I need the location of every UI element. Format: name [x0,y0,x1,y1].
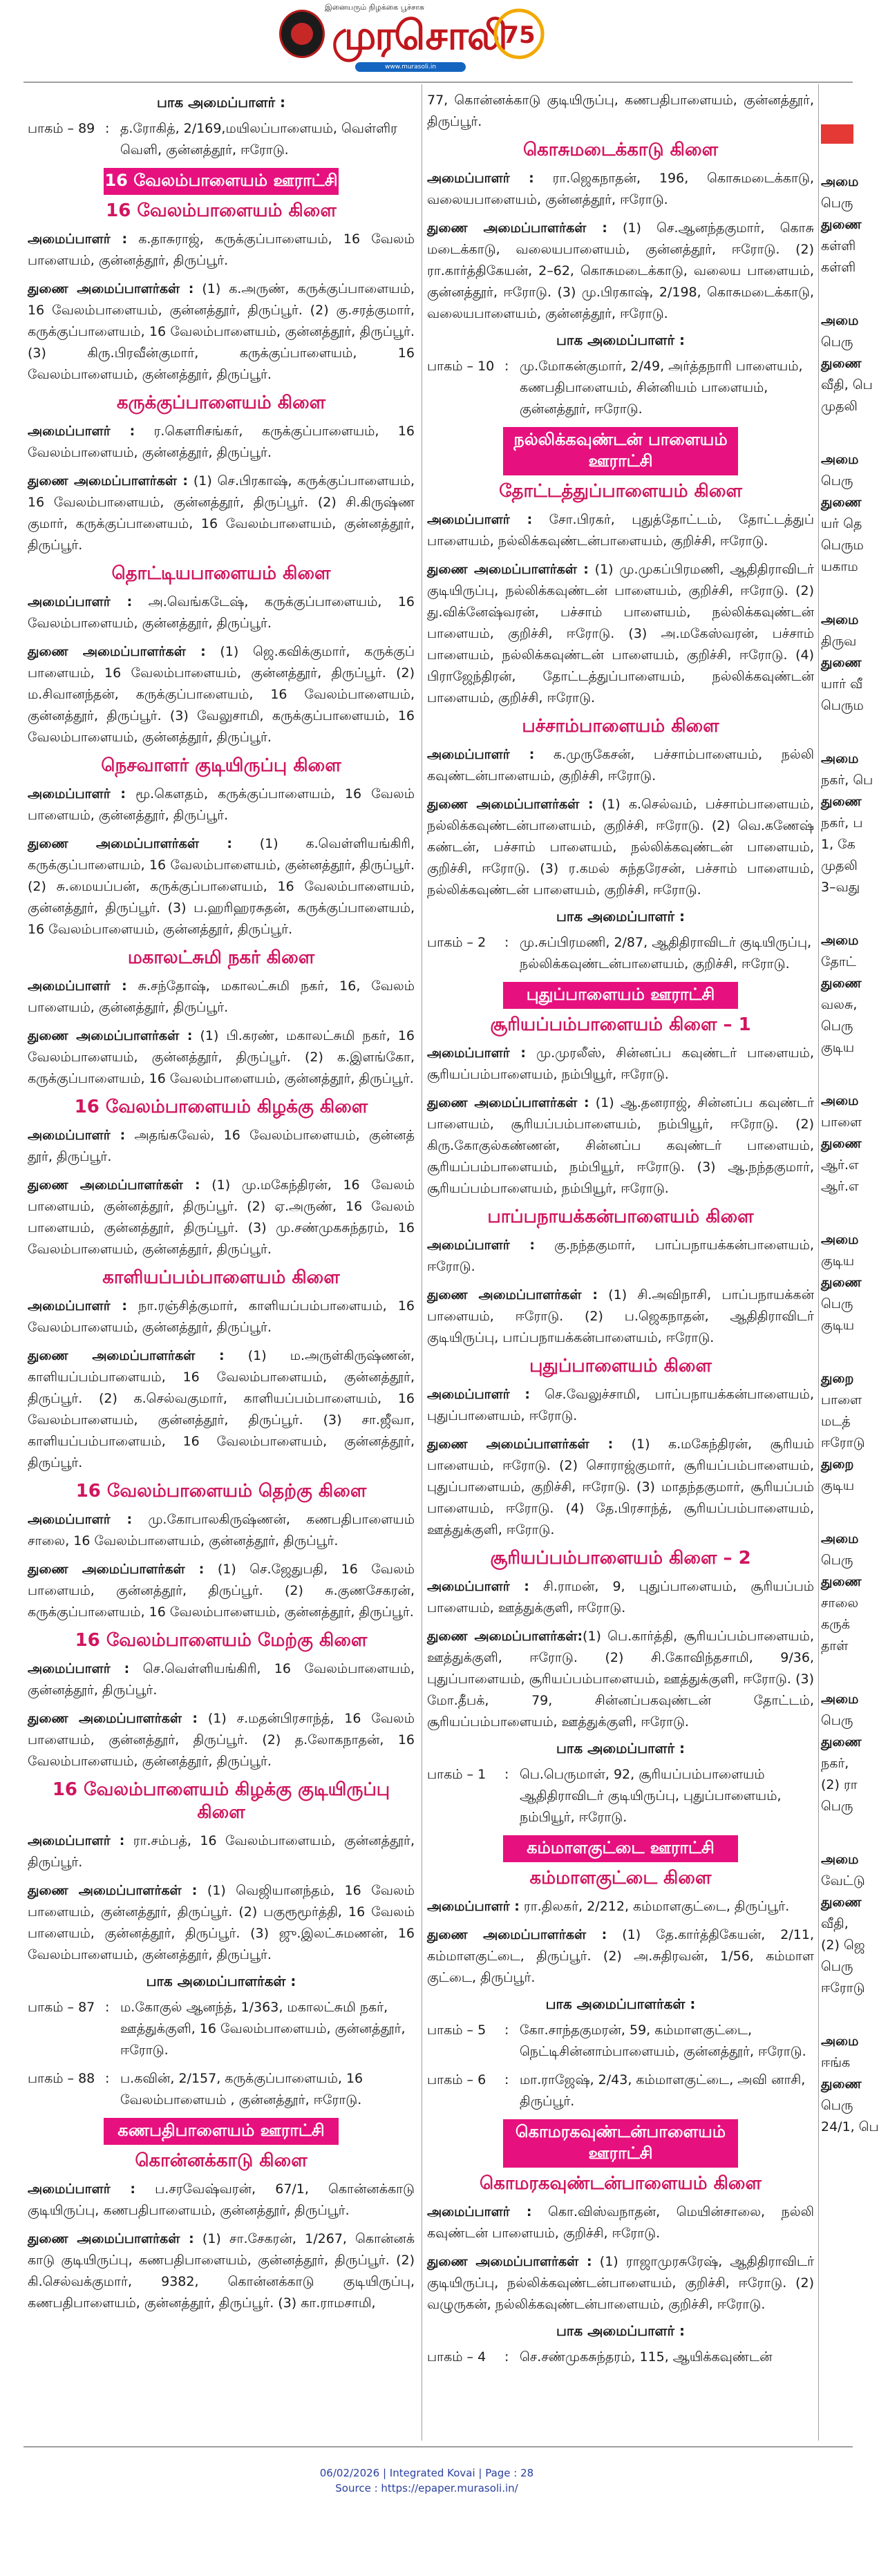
role-label: அமைப்பாளர் : [427,2204,532,2219]
column-3-clipped [821,90,879,2138]
booth-colon: : [504,359,509,374]
clipped-text-line: நகர், பெ [821,773,873,788]
role-label: துணை அமைப்பாளர்கள்: [427,1629,583,1644]
entry-gap [821,1999,853,2031]
role-label: துணை அமைப்பாளர்கள் : [28,281,194,296]
branch-heading: 16 வேலம்பாளையம் கிழக்கு கிளை [74,1097,368,1117]
member-details: (1) க.அருண், கருக்குப்பாளையம், 16 வேலம்பாளையம், குன்னத்தூர், திருப்பூர். (2) கு.சரத்குமார், கருக்குப்பாளையம், 16 வேலம்பாளையம், குன்னத்தூர், திருப்பூர். (3) கிரு.பிரவீன்குமார், கருக்குப்பாளையம், 16 வேலம்பாளையம், குன்னத்தூர், திருப்பூர். [28,281,415,382]
clipped-text-line: தாள் [821,1638,849,1654]
ward-heading: கம்மாளகுட்டை ஊராட்சி [503,1835,738,1862]
branch-heading: தோட்டத்துப்பாளையம் கிளை [499,481,742,502]
member-entry [28,2228,415,2314]
member-entry [427,1434,814,1541]
clipped-text-line: (2) ரா [821,1777,858,1792]
clipped-text-line: பாளை [821,1392,862,1408]
role-label: துணை அமைப்பாளர்கள் : [28,1028,193,1043]
role-label: துணை அமைப்பாளர்கள் : [427,1437,614,1452]
member-entry [28,1345,415,1474]
clipped-text-line: பெரு [821,1019,853,1034]
role-label: துணை அமைப்பாளர்கள் : [28,836,232,851]
clipped-text-line: அமை [821,174,859,189]
branch-heading: மகாலட்சுமி நகர் கிளை [127,947,315,968]
member-details: (1) பி.கரண், மகாலட்சுமி நகர், 16 வேலம்பாளையம், குன்னத்தூர், திருப்பூர். (2) க.இளங்கோ, கருக்குப்பாளையம், 16 வேலம்பாளையம், குன்னத்தூர், திருப்பூர். [28,1028,415,1086]
clipped-text-line: முதலி [821,399,858,414]
member-entry [28,1830,415,1873]
clipped-text-line: துணை [821,1275,862,1290]
booth-details: ப.கவின், 2/157, கருக்குப்பாளையம், 16 வேலம்பாளையம் , குன்னத்தூர், ஈரோடு. [120,2071,363,2108]
booth-entry [427,1764,814,1828]
member-details: சோ.பிரகர், புதுத்தோட்டம், தோட்டத்துப் பாளையம், நல்லிக்கவுண்டன்பாளையம், குறிச்சி, ஈரோடு. [427,512,814,549]
member-details: (1) ச.மதன்பிரசாந்த், 16 வேலம் பாளையம், குன்னத்தூர், திருப்பூர். (2) த.லோகநாதன், 16 வேலம்பாளையம், குன்னத்தூர், திருப்பூர். [28,1711,415,1769]
branch-heading: கருக்குப்பாளையம் கிளை [116,392,326,413]
role-label: துணை அமைப்பாளர்கள் : [28,1711,198,1726]
booth-entry [427,932,814,975]
role-label: அமைப்பாளர் : [427,1579,529,1594]
member-details: மு.முரலீஸ், சின்னப்ப கவுண்டர் பாளையம், சூரியப்பம்பாளையம், நம்பியூர், ஈரோடு. [427,1045,815,1082]
role-label: துணை அமைப்பாளர்கள் : [28,1562,205,1577]
ward-heading: 16 வேலம்பாளையம் ஊராட்சி [104,168,339,195]
clipped-text-line: அமை [821,1692,859,1707]
member-details: சு.சந்தோஷ், மகாலட்சுமி நகர், 16, வேலம் பாளையம், குன்னத்தூர், திருப்பூர். [28,978,415,1015]
newspaper-logo: முரசொலி [332,12,507,59]
role-label: துணை அமைப்பாளர்கள் : [28,1883,198,1898]
footer-page-info: 06/02/2026 | Integrated Kovai | Page : 28 [319,2467,534,2479]
clipped-text-line: 1, கே [821,837,856,852]
booth-details: கோ.சாந்தகுமரன், 59, கம்மாளகுட்டை, நெட்டிசின்னாம்பாளையம், குன்னத்தூர், ஈரோடு. [520,2023,806,2059]
member-entry [28,471,415,556]
clipped-text-line: துணை [821,1895,862,1910]
clipped-text-line: கள்ளி [821,238,856,254]
member-entry [28,1880,415,1966]
role-label: அமைப்பாளர் : [28,231,128,247]
member-details: கொ.விஸ்வநாதன், மெயின்சாலை, நல்லி கவுண்டன் பாளையம், குறிச்சி, ஈரோடு. [427,2204,814,2241]
member-entry [427,218,814,325]
clipped-text-line: கருக் [821,1617,850,1632]
entry-gap [821,1059,853,1090]
clipped-text-line: பெரு [821,1713,853,1728]
member-details: ரா.சம்பத், 16 வேலம்பாளையம், குன்னத்தூர், திருப்பூர். [28,1833,415,1870]
clipped-text-line: துணை [821,1136,862,1151]
ward-heading: கணபதிபாளையம் ஊராட்சி [104,2118,339,2145]
booth-colon: : [105,121,110,136]
clipped-text-line: பெரு [821,2098,853,2113]
branch-heading: கம்மாளகுட்டை கிளை [529,1868,712,1888]
branch-heading: புதுப்பாளையம் கிளை [529,1356,712,1376]
clipped-text-line: பெரும [821,698,864,713]
member-entry [427,509,814,552]
clipped-text-line: அமை [821,1232,859,1247]
clipped-text-line: பெரு [821,334,853,350]
booth-details: பெ.பெருமாள், 92, சூரியப்பம்பாளையம் ஆதிதிராவிடர் குடியிருப்பு, புதுப்பாளையம், நம்பியூர், ஈரோடு. [520,1767,782,1825]
booth-colon: : [504,2072,509,2087]
ward-heading: நல்லிக்கவுண்டன் பாளையம் ஊராட்சி [503,427,738,475]
booth-details: த.ரோகித், 2/169,மயிலப்பாளையம், வெள்ளிர வெளி, குன்னத்தூர், ஈரோடு. [120,121,397,158]
clipped-text-line: (2) ஜெ [821,1938,865,1953]
member-details: (1) ஜெ.கவிக்குமார், கருக்குப் பாளையம், 16 வேலம்பாளையம், குன்னத்தூர், திருப்பூர். (2) ம.சிவானந்தன், கருக்குப்பாளையம், 16 வேலம்பாளையம், குன்னத்தூர், திருப்பூர். (3) வேலுசாமி, கருக்குப்பாளையம், 16 வேலம்பாளையம், குன்னத்தூர், திருப்பூர். [28,644,415,745]
booth-colon: : [105,2071,110,2086]
member-details: (1) சி.அவிநாசி, பாப்பநாயக்கன் பாளையம், ஈரோடு. (2) ப.ஜெகநாதன், ஆதிதிராவிடர் குடியிருப்பு, பாப்பநாயக்கன்பாளையம், ஈரோடு. [427,1287,814,1345]
clipped-text-line: பெரு [821,473,853,489]
member-entry [28,1175,415,1260]
role-label: அமைப்பாளர் : [427,512,533,527]
member-entry [28,1025,415,1090]
booth-number: பாகம் – 10 [427,359,495,374]
clipped-text-line: வலசு, [821,997,858,1012]
role-label: அமைப்பாளர் : [28,424,135,439]
branch-heading: காளியப்பம்பாளையம் கிளை [102,1267,340,1288]
booth-number: பாகம் – 4 [427,2349,486,2365]
booth-details: மு.மோகன்குமார், 2/49, அர்த்தநாரி பாளையம், கணபதிபாளையம், சின்னியம் பாளையம், குன்னத்தூர், ஈரோடு. [520,359,803,417]
subsection-heading: பாக அமைப்பாளர் : [556,1740,685,1756]
role-label: துணை அமைப்பாளர்கள் : [427,1287,598,1303]
member-details: அதங்கவேல், 16 வேலம்பாளையம், குன்னத் தூர், திருப்பூர். [28,1128,415,1164]
column-2 [427,90,814,2375]
member-details: ரா.ஜெகநாதன், 196, கொசுமடைக்காடு, வலையபாளையம், குன்னத்தூர், ஈரோடு. [427,171,814,207]
member-details: (1) மு.முகப்பிரமணி, ஆதிதிராவிடர் குடியிருப்பு, நல்லிக்கவுண்டன் பாளையம், குறிச்சி, ஈரோடு. (2) து.விக்னேஷ்வரன், பச்சாம் பாளையம், நல்லிக்கவுண்டன் பாளையம், குறிச்சி, ஈரோடு. (3) அ.மகேஸ்வரன், பச்சாம் பாளையம், நல்லிக்கவுண்டன் பாளையம், குறிச்சி, ஈரோடு. (4) பிராஜேந்திரன், தோட்டத்துப்பாளையம், நல்லிக்கவுண்டன் பாளையம், குறிச்சி, ஈரோடு. [427,562,814,705]
party-emblem-icon [279,10,325,58]
member-details: ப.சரவேஷ்வரன், 67/1, கொன்னக்காடு குடியிருப்பு, கணபதிபாளையம், குன்னத்தூர், திருப்பூர். [28,2181,415,2218]
member-details: மு.கோபாலகிருஷ்ணன், கணபதிபாளையம் சாலை, 16 வேலம்பாளையம், குன்னத்தூர், திருப்பூர். [28,1512,415,1549]
clipped-text-line: அமை [821,1531,859,1546]
member-details: க.முருகேசன், பச்சாம்பாளையம், நல்லி கவுண்டன்பாளையம், குறிச்சி, ஈரோடு. [427,747,815,784]
booth-number: பாகம் – 2 [427,935,486,950]
role-label: துணை அமைப்பாளர்கள் : [427,2254,592,2269]
subsection-heading: பாக அமைப்பாளர்கள் : [545,1996,696,2012]
role-label: துணை அமைப்பாளர்கள் : [427,1927,607,1942]
clipped-text-line: துணை [821,1734,862,1750]
clipped-text-line: துறை [821,1371,854,1386]
branch-heading: 16 வேலம்பாளையம் தெற்கு கிளை [75,1481,367,1502]
subsection-heading: பாக அமைப்பாளர் : [556,908,685,925]
role-label: அமைப்பாளர் : [28,594,133,609]
booth-entry [427,2020,814,2063]
branch-heading: கொன்னக்காடு கிளை [135,2150,308,2171]
member-details: செ.வெள்ளியங்கிரி, 16 வேலம்பாளையம், குன்னத்தூர், திருப்பூர். [28,1661,415,1698]
member-entry [427,1896,814,1917]
role-label: அமைப்பாளர் : [28,1833,125,1848]
entry-gap [821,578,853,609]
clipped-text-line: துணை [821,1574,862,1589]
clipped-text-line: யார் வீ [821,676,863,692]
clipped-text-line: பெரு [821,1959,853,1974]
logo-url-pill: www.murasoli.in [355,62,466,72]
member-entry [28,2179,415,2222]
clipped-text-line: குடிய [821,1318,855,1333]
role-label: அமைப்பாளர் : [28,1128,126,1143]
member-entry [427,559,814,709]
member-details: (1) க.வெள்ளியங்கிரி, கருக்குப்பாளையம், 16 வேலம்பாளையம், குன்னத்தூர், திருப்பூர். (2) சு.மையப்பன், கருக்குப்பாளையம், 16 வேலம்பாளையம், குன்னத்தூர், திருப்பூர். (3) ப.ஹரிஹரசுதன், கருக்குப்பாளையம், 16 வேலம்பாளையம், குன்னத்தூர், திருப்பூர். [28,836,415,937]
member-entry [28,1658,415,1701]
member-details: (1) தே.கார்த்திகேயன், 2/11, கம்மாளகுட்டை, திருப்பூர். (2) அ.சுதிரவன், 1/56, கம்மாள குட்டை, திருப்பூர். [427,1927,814,1985]
member-entry [28,1509,415,1552]
clipped-text-line: திருவ [821,634,857,649]
member-entry [427,2251,814,2315]
clipped-text-line: யகாம [821,559,858,574]
role-label: துணை அமைப்பாளர்கள் : [427,797,594,812]
booth-details: செ.சண்முகசுந்தரம், 115, ஆயிக்கவுண்டன் [520,2349,773,2365]
clipped-text-line: ஈரோடு [821,1980,865,1996]
clipped-text-line: அமை [821,933,859,948]
ward-heading: புதுப்பாளையம் ஊராட்சி [503,982,738,1009]
member-details: (1) க.மகேந்திரன், சூரியம் பாளையம், ஈரோடு. (2) சொராஜ்குமார், சூரியப்பம்பாளையம், புதுப்பாளையம், குறிச்சி, ஈரோடு. (3) மாதந்தகுமார், சூரியப்பம் பாளையம், ஈரோடு. (4) தே.பிரசாந்த், சூரியப்பம்பாளையம், ஊத்துக்குளி, ஈரோடு. [427,1437,814,1537]
booth-details: மா.ராஜேஷ், 2/43, கம்மாளகுட்டை, அவி னாசி, திருப்பூர். [520,2072,806,2109]
member-entry [28,278,415,386]
member-details: (1) ஆ.தனராஜ், சின்னப்ப கவுண்டர் பாளையம், சூரியப்பம்பாளையம், நம்பியூர், ஈரோடு. (2) கிரு.கோகுல்கண்ணன், சின்னப்ப கவுண்டர் பாளையம், சூரியப்பம்பாளையம், நம்பியூர், ஈரோடு. (3) ஆ.நந்தகுமார், சூரியப்பம்பாளையம், நம்பியூர், ஈரோடு. [427,1095,815,1196]
clipped-text-line: அமை [821,751,859,766]
anniversary-number: 75 [502,21,536,49]
member-entry [28,641,415,748]
booth-number: பாகம் – 89 [28,121,95,136]
booth-entry [427,356,814,420]
clipped-text-line: ஆர்.எ [821,1157,859,1173]
clipped-text-line: பெரும [821,538,864,553]
clipped-text-line: நகர், ப [821,815,863,831]
member-details: ரா.திலகர், 2/212, கம்மாளகுட்டை, திருப்பூர். [519,1899,790,1914]
clipped-text-line: சாலை [821,1595,859,1611]
footer-source: Source : https://epaper.murasoli.in/ [335,2482,518,2494]
booth-entry [427,2070,814,2112]
member-entry [427,1626,814,1733]
clipped-text-line: துணை [821,2076,862,2092]
member-details: (1) வெஜியானந்தம், 16 வேலம் பாளையம், குன்னத்தூர், திருப்பூர். (2) பகுரூமூர்த்தி, 16 வேலம் பாளையம், குன்னத்தூர், திருப்பூர். (3) ஜு.இலட்சுமணன், 16 வேலம்பாளையம், குன்னத்தூர், திருப்பூர். [28,1883,415,1962]
clipped-text-line: அமை [821,2034,859,2049]
role-label: அமைப்பாளர் : [28,978,127,994]
role-label: அமைப்பாளர் : [427,171,534,186]
clipped-text-line: கள்ளி [821,260,856,275]
member-entry [427,1924,814,1989]
clipped-text-line: தோட் [821,954,856,969]
clipped-text-line: பெரு [821,1296,853,1311]
member-entry [28,784,415,826]
clipped-text-line: துணை [821,356,862,371]
role-label: அமைப்பாளர் : [427,1899,520,1914]
member-details: (1) சா.சேகரன், 1/267, கொன்னக் காடு குடியிருப்பு, கணபதிபாளையம், குன்னத்தூர், திருப்பூர். (2) கி.செல்வக்குமார், 9382, கொன்னக்காடு குடியிருப்பு, கணபதிபாளையம், குன்னத்தூர், திருப்பூர். (3) கா.ராமசாமி, [28,2231,415,2311]
booth-entry [28,2068,415,2111]
member-details: (1) ராஜாமுரசுரேஷ், ஆதிதிராவிடர் குடியிருப்பு, நல்லிக்கவுண்டன்பாளையம், குறிச்சி, ஈரோடு. (2) வழுருகன், நல்லிக்கவுண்டன்பாளையம், குறிச்சி, ஈரோடு. [427,2254,814,2312]
role-label: துணை அமைப்பாளர்கள் : [28,1177,200,1193]
branch-heading: 16 வேலம்பாளையம் கிழக்கு குடியிருப்பு கிளை [52,1779,390,1823]
member-entry [28,1559,415,1623]
member-entry [427,794,814,901]
member-details: 77, கொன்னக்காடு குடியிருப்பு, கணபதிபாளையம், குன்னத்தூர், திருப்பூர். [427,93,814,129]
clipped-text-line: வீதி, [821,1916,849,1931]
member-entry [28,421,415,464]
member-entry [427,1235,814,1278]
clipped-text-line: பாளை [821,1115,862,1130]
member-details: அ.வெங்கடேஷ், கருக்குப்பாளையம், 16 வேலம்பாளையம், குன்னத்தூர், திருப்பூர். [28,594,415,631]
clipped-text-line: யர் தெ [821,516,862,531]
member-details: (1) க.செல்வம், பச்சாம்பாளையம், நல்லிக்கவுண்டன்பாளையம், குறிச்சி, ஈரோடு. (2) வெ.கணேஷ் கண்டன், பச்சாம் பாளையம், நல்லிக்கவுண்டன் பாளையம், குறிச்சி, ஈரோடு. (3) ர.கமல் சுந்தரேசன், பச்சாம் பாளையம், நல்லிக்கவுண்டன் பாளையம், குறிச்சி, ஈரோடு. [427,797,814,898]
booth-colon: : [504,2349,509,2365]
member-entry [427,1384,814,1427]
subsection-heading: பாக அமைப்பாளர் : [156,94,285,111]
masthead-tagline: இனையரும் நிழக்கை பூச்சாசு [325,3,425,12]
clipped-text-line: 24/1, பெ [821,2119,879,2134]
role-label: அமைப்பாளர் : [427,747,535,762]
booth-colon: : [105,2000,110,2015]
clipped-text-line: அமை [821,313,859,328]
member-entry [427,168,814,211]
role-label: துணை அமைப்பாளர்கள் : [427,220,607,236]
member-entry [427,1043,814,1086]
anniversary-75-icon [492,7,546,61]
branch-heading: தொட்டியபாளையம் கிளை [111,563,331,584]
booth-number: பாகம் – 1 [427,1767,486,1782]
role-label: துணை அமைப்பாளர்கள் : [427,1095,589,1110]
member-entry [427,90,814,133]
entry-gap [821,717,853,748]
booth-details: ம.கோகுல் ஆனந்த், 1/363, மகாலட்சுமி நகர், ஊத்துக்குளி, 16 வேலம்பாளையம், குன்னத்தூர், ஈரோடு. [120,2000,406,2058]
member-details: ர.கௌரிசங்கர், கருக்குப்பாளையம், 16 வேலம்பாளையம், குன்னத்தூர், திருப்பூர். [28,424,415,460]
clipped-text-line: ஆர்.எ [821,1179,859,1194]
booth-colon: : [504,1767,509,1782]
entry-gap [821,417,853,449]
member-entry [427,1576,814,1619]
role-label: துணை அமைப்பாளர்கள் : [427,562,589,577]
role-label: அமைப்பாளர் : [28,1661,130,1676]
member-entry [28,976,415,1019]
clipped-text-line: துணை [821,976,862,991]
clipped-text-line: நகர், [821,1756,849,1771]
subsection-heading: பாக அமைப்பாளர்கள் : [146,1973,296,1989]
role-label: அமைப்பாளர் : [28,1512,133,1527]
entry-gap [821,1817,853,1849]
clipped-text-line: குடிய [821,1040,855,1055]
member-details: மூ.கௌதம், கருக்குப்பாளையம், 16 வேலம் பாளையம், குன்னத்தூர், திருப்பூர். [28,786,415,823]
masthead [0,0,853,82]
member-details: (1) செ.ஜேதுபதி, 16 வேலம் பாளையம், குன்னத்தூர், திருப்பூர். (2) சு.குணசேகரன், கருக்குப்பாளையம், 16 வேலம்பாளையம், குன்னத்தூர், திருப்பூர். [28,1562,415,1620]
column-divider [818,84,819,2441]
clipped-text-line: துணை [821,655,862,670]
clipped-text-line: அமை [821,1093,859,1108]
member-details: செ.வேலுச்சாமி, பாப்பநாயக்கன்பாளையம், புதுப்பாளையம், ஈரோடு. [427,1387,815,1423]
role-label: அமைப்பாளர் : [427,1387,531,1402]
member-details: (1) செ.ஆனந்தகுமார், கொசு மடைக்காடு, வலையபாளையம், குன்னத்தூர், ஈரோடு. (2) ரா.கார்த்திகேயன், 2–62, கொசுமடைக்காடு, வலைய பாளையம், குன்னத்தூர், ஈரோடு. (3) மு.பிரகாஷ், 2/198, கொசுமடைக்காடு, வலையபாளையம், குன்னத்தூர், ஈரோடு. [427,220,815,321]
member-entry [28,833,415,940]
role-label: துணை அமைப்பாளர்கள் : [28,1348,225,1363]
branch-heading: நெசவாளர் குடியிருப்பு கிளை [101,755,341,776]
member-entry [427,1285,814,1349]
member-entry [28,591,415,634]
booth-number: பாகம் – 88 [28,2071,95,2086]
clipped-text-line: ஈரோடு [821,1435,865,1450]
subsection-heading: பாக அமைப்பாளர் : [556,2322,685,2339]
clipped-text-line: ஈங்க [821,2055,851,2070]
clipped-text-line: அமை [821,452,859,467]
member-entry [28,1708,415,1772]
member-details: (1) ம.அருள்கிருஷ்ணன், காளியப்பம்பாளையம், 16 வேலம்பாளையம், குன்னத்தூர், திருப்பூர். (2) க.செல்வகுமார், காளியப்பம்பாளையம், 16 வேலம்பாளையம், குன்னத்தூர், திருப்பூர். (3) சா.ஜீவா, காளியப்பம்பாளையம், 16 வேலம்பாளையம், குன்னத்தூர், திருப்பூர். [28,1348,415,1470]
member-details: க.தாசுராஜ், கருக்குப்பாளையம், 16 வேலம் பாளையம், குன்னத்தூர், திருப்பூர். [28,231,415,268]
booth-colon: : [504,2023,509,2038]
booth-entry [427,2347,814,2368]
member-entry [28,1125,415,1168]
role-label: அமைப்பாளர் : [28,2181,135,2197]
clipped-text-line: அமை [821,612,859,627]
member-details: (1) பெ.கார்த்தி, சூரியப்பம்பாளையம், ஊத்துக்குளி, ஈரோடு. (2) சி.கோவிந்தசாமி, 9/36, புதுப்பாளையம், சூரியப்பம்பாளையம், ஊத்துக்குளி, ஈரோடு. (3) மோ.தீபக், 79, சின்னப்பகவுண்டன் தோட்டம், சூரியப்பம்பாளையம், ஊத்துக்குளி, ஈரோடு. [427,1629,814,1730]
member-entry [427,744,814,787]
member-entry [28,229,415,272]
branch-heading: சூரியப்பம்பாளையம் கிளை – 2 [490,1548,751,1569]
branch-heading: பாப்பநாயக்கன்பாளையம் கிளை [487,1206,754,1227]
branch-heading: சூரியப்பம்பாளையம் கிளை – 1 [490,1014,751,1035]
member-entry [427,1092,814,1200]
role-label: துணை அமைப்பாளர்கள் : [28,2231,194,2246]
column-1 [28,90,415,2321]
clipped-text-line: துணை [821,495,862,510]
role-label: அமைப்பாளர் : [28,1298,127,1314]
clipped-text-line: அமை [821,1852,859,1867]
booth-number: பாகம் – 5 [427,2023,486,2038]
member-details: நா.ரஞ்சித்குமார், காளியப்பம்பாளையம், 16 வேலம்பாளையம், குன்னத்தூர், திருப்பூர். [28,1298,415,1335]
clipped-text-line: குடிய [821,1478,855,1493]
role-label: துணை அமைப்பாளர்கள் : [28,473,189,489]
clipped-text-line: வேட்டு [821,1873,865,1888]
booth-entry [28,118,415,161]
branch-heading: கொமரகவுண்டன்பாளையம் கிளை [480,2173,762,2194]
clipped-text-line: 3–வது [821,880,860,895]
booth-colon: : [504,935,509,950]
role-label: துணை அமைப்பாளர்கள் : [28,644,206,659]
entry-gap [821,1336,853,1368]
booth-number: பாகம் – 87 [28,2000,95,2015]
clipped-text-line: பெரு [821,1799,853,1814]
subsection-heading: பாக அமைப்பாளர் : [556,332,685,348]
member-details: சி.ராமன், 9, புதுப்பாளையம், சூரியப்பம் பாளையம், ஊத்துக்குளி, ஈரோடு. [427,1579,814,1616]
member-details: (1) மு.மகேந்திரன், 16 வேலம் பாளையம், குன்னத்தூர், திருப்பூர். (2) ஏ.அருண், 16 வேலம் பாளையம், குன்னத்தூர், திருப்பூர். (3) மு.சண்முகசுந்தரம், 16 வேலம்பாளையம், குன்னத்தூர், திருப்பூர். [28,1177,415,1257]
entry-gap [821,278,853,310]
booth-entry [28,1997,415,2061]
member-entry [427,2201,814,2244]
role-label: அமைப்பாளர் : [28,786,126,802]
clipped-text-line: துணை [821,217,862,232]
clipped-text-line: துணை [821,794,862,809]
member-details: கு.நந்தகுமார், பாப்பநாயக்கன்பாளையம், ஈரோடு. [427,1238,814,1274]
branch-heading: கொசுமடைக்காடு கிளை [522,140,719,160]
branch-heading: பச்சாம்பாளையம் கிளை [522,716,719,737]
ward-heading: கொமரகவுண்டன்பாளையம் ஊராட்சி [503,2119,738,2168]
booth-details: மு.சுப்பிரமணி, 2/87, ஆதிதிராவிடர் குடியிருப்பு, நல்லிக்கவுண்டன்பாளையம், குறிச்சி, ஈரோடு. [520,935,812,972]
role-label: அமைப்பாளர் : [427,1045,526,1061]
clipped-text-line: பெரு [821,196,853,211]
clipped-text-line: குடிய [821,1253,855,1269]
branch-heading: 16 வேலம்பாளையம் மேற்கு கிளை [75,1630,368,1651]
branch-heading: 16 வேலம்பாளையம் கிளை [106,200,337,221]
clipped-text-line: மடத் [821,1414,851,1429]
member-details: (1) செ.பிரகாஷ், கருக்குப்பாளையம், 16 வேலம்பாளையம், குன்னத்தூர், திருப்பூர். (2) சி.கிருஷ்ண குமார், கருக்குப்பாளையம், 16 வேலம்பாளையம், குன்னத்தூர், திருப்பூர். [28,473,415,553]
section-red-bar [821,124,853,144]
entry-gap [821,898,853,930]
clipped-text-line: பெரு [821,1553,853,1568]
clipped-text-line: வீதி, பெ [821,377,873,392]
entry-gap [821,1657,853,1689]
member-entry [28,1296,415,1338]
role-label: அமைப்பாளர் : [427,1238,535,1253]
clipped-text-line: முதலி [821,858,858,873]
booth-number: பாகம் – 6 [427,2072,486,2087]
entry-gap [821,1197,853,1229]
clipped-text-line: துறை [821,1457,854,1472]
entry-gap [821,1497,853,1528]
page-footer [0,2465,853,2496]
